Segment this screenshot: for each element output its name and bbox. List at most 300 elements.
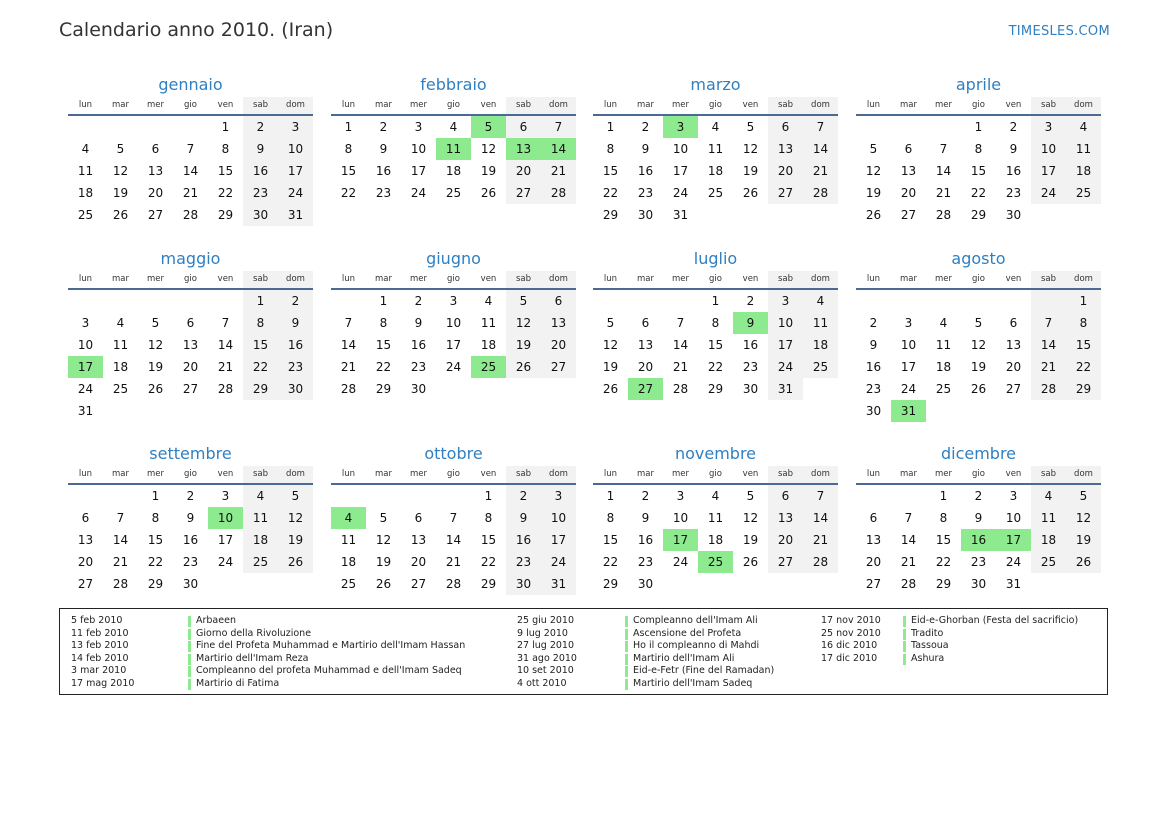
day-cell: 21 <box>935 186 952 200</box>
day-cell: 15 <box>217 164 234 178</box>
day-cell: 6 <box>768 116 803 138</box>
day-cell: 29 <box>217 208 234 222</box>
empty-cell <box>331 290 366 312</box>
legend-column <box>821 615 1169 665</box>
weekday-label: sab <box>506 271 541 288</box>
empty-cell <box>856 116 891 138</box>
month-name: aprile <box>955 75 1002 94</box>
day-cell: 5 <box>974 316 983 330</box>
day-cell: 31 <box>768 378 803 400</box>
day-cell: 26 <box>375 577 392 591</box>
empty-cell <box>1066 573 1101 595</box>
day-cell: 6 <box>186 316 195 330</box>
day-cell: 13 <box>410 533 427 547</box>
legend-date: 17 dic 2010 <box>821 652 878 664</box>
day-cell: 17 <box>900 360 917 374</box>
legend-holiday-name: Tradito <box>911 627 944 639</box>
day-cell: 20 <box>900 186 917 200</box>
legend-row <box>71 640 471 653</box>
day-cell: 29 <box>935 577 952 591</box>
empty-cell <box>663 573 698 595</box>
holiday-day-cell: 5 <box>471 116 506 138</box>
day-cell: 1 <box>939 489 948 503</box>
weekday-label: sab <box>243 466 278 483</box>
day-cell: 24 <box>77 382 94 396</box>
weekday-label: dom <box>803 271 838 288</box>
day-cell: 12 <box>147 338 164 352</box>
day-cell: 8 <box>939 511 948 525</box>
day-cell: 25 <box>1066 182 1101 204</box>
day-cell: 23 <box>742 360 759 374</box>
day-cell: 20 <box>1005 360 1022 374</box>
day-cell: 19 <box>970 360 987 374</box>
day-cell: 15 <box>707 338 724 352</box>
day-cell: 3 <box>414 120 423 134</box>
weekday-label: mer <box>409 469 427 479</box>
day-cell: 30 <box>742 382 759 396</box>
legend-date: 31 ago 2010 <box>517 652 577 664</box>
day-cell: 7 <box>803 485 838 507</box>
weekday-label: mar <box>375 100 392 110</box>
day-cell: 19 <box>480 164 497 178</box>
day-cell: 2 <box>869 316 878 330</box>
day-cell: 25 <box>445 186 462 200</box>
day-cell: 3 <box>221 489 230 503</box>
day-cell: 4 <box>1066 116 1101 138</box>
weekday-label: gio <box>972 100 985 110</box>
legend-holiday-name: Ho il compleanno di Mahdi <box>633 640 760 652</box>
day-cell: 31 <box>278 204 313 226</box>
weekday-label: sab <box>1031 271 1066 288</box>
day-cell: 28 <box>935 208 952 222</box>
holiday-color-marker <box>188 616 191 627</box>
day-cell: 14 <box>672 338 689 352</box>
day-cell: 2 <box>974 489 983 503</box>
legend-holiday-name: Martirio dell'Imam Sadeq <box>633 677 753 689</box>
day-cell: 10 <box>541 507 576 529</box>
empty-cell <box>856 290 891 312</box>
weekday-label: dom <box>1066 97 1101 114</box>
day-cell: 24 <box>900 382 917 396</box>
weekday-label: mer <box>934 274 952 284</box>
day-cell: 15 <box>340 164 357 178</box>
empty-cell <box>208 400 243 422</box>
day-cell: 31 <box>1005 577 1022 591</box>
legend-row <box>517 665 917 678</box>
day-cell: 4 <box>243 485 278 507</box>
day-cell: 3 <box>541 485 576 507</box>
weekday-label: lun <box>603 100 618 110</box>
day-cell: 29 <box>375 382 392 396</box>
weekday-label: lun <box>866 469 881 479</box>
day-cell: 13 <box>900 164 917 178</box>
weekday-header <box>856 466 1101 485</box>
day-cell: 1 <box>711 294 720 308</box>
day-cell: 19 <box>375 555 392 569</box>
empty-cell <box>891 290 926 312</box>
day-cell: 23 <box>182 555 199 569</box>
day-cell: 8 <box>484 511 493 525</box>
holiday-color-marker <box>625 641 628 652</box>
legend-date: 27 lug 2010 <box>517 640 574 652</box>
holiday-color-marker <box>625 679 628 690</box>
empty-cell <box>243 573 278 595</box>
empty-cell <box>401 485 436 507</box>
empty-cell <box>506 378 541 400</box>
day-cell: 24 <box>1005 555 1022 569</box>
empty-cell <box>803 378 838 400</box>
day-cell: 17 <box>672 164 689 178</box>
day-cell: 31 <box>541 573 576 595</box>
weekday-label: ven <box>1005 469 1022 479</box>
weekday-header <box>856 271 1101 290</box>
weekday-header <box>331 271 576 290</box>
day-cell: 18 <box>707 533 724 547</box>
day-cell: 16 <box>637 533 654 547</box>
month-name: settembre <box>149 444 232 463</box>
day-cell: 26 <box>742 186 759 200</box>
day-cell: 7 <box>186 142 195 156</box>
legend-holiday-name: Ashura <box>911 652 945 664</box>
day-cell: 19 <box>112 186 129 200</box>
day-cell: 20 <box>182 360 199 374</box>
day-cell: 7 <box>344 316 353 330</box>
day-cell: 6 <box>768 485 803 507</box>
day-cell: 26 <box>480 186 497 200</box>
empty-cell <box>628 290 663 312</box>
weekday-label: gio <box>184 274 197 284</box>
empty-cell <box>173 290 208 312</box>
day-cell: 23 <box>375 186 392 200</box>
days-grid <box>856 116 1101 226</box>
day-cell: 17 <box>768 334 803 356</box>
day-cell: 22 <box>243 356 278 378</box>
day-cell: 30 <box>637 208 654 222</box>
weekday-header <box>856 97 1101 116</box>
day-cell: 15 <box>602 164 619 178</box>
weekday-label: ven <box>217 100 234 110</box>
day-cell: 21 <box>445 555 462 569</box>
month-name: ottobre <box>424 444 483 463</box>
empty-cell <box>698 573 733 595</box>
day-cell: 24 <box>672 555 689 569</box>
day-cell: 6 <box>869 511 878 525</box>
day-cell: 18 <box>340 555 357 569</box>
weekday-label: gio <box>447 469 460 479</box>
day-cell: 7 <box>449 511 458 525</box>
weekday-header <box>68 466 313 485</box>
empty-cell <box>926 116 961 138</box>
day-cell: 18 <box>935 360 952 374</box>
day-cell: 3 <box>676 489 685 503</box>
empty-cell <box>208 573 243 595</box>
day-cell: 29 <box>480 577 497 591</box>
day-cell: 11 <box>935 338 952 352</box>
day-cell: 8 <box>344 142 353 156</box>
weekday-label: mer <box>409 100 427 110</box>
weekday-label: dom <box>278 466 313 483</box>
day-cell: 23 <box>865 382 882 396</box>
day-cell: 11 <box>480 316 497 330</box>
day-cell: 17 <box>1031 160 1066 182</box>
day-cell: 13 <box>147 164 164 178</box>
day-cell: 4 <box>711 489 720 503</box>
day-cell: 14 <box>1031 334 1066 356</box>
day-cell: 9 <box>506 507 541 529</box>
day-cell: 14 <box>182 164 199 178</box>
day-cell: 1 <box>243 290 278 312</box>
month-febbraio <box>331 73 576 204</box>
day-cell: 27 <box>147 208 164 222</box>
legend-row <box>821 640 1169 653</box>
day-cell: 30 <box>243 204 278 226</box>
holiday-day-cell: 4 <box>331 507 366 529</box>
day-cell: 8 <box>243 312 278 334</box>
day-cell: 30 <box>637 577 654 591</box>
day-cell: 9 <box>869 338 878 352</box>
weekday-label: gio <box>447 274 460 284</box>
day-cell: 19 <box>865 186 882 200</box>
day-cell: 25 <box>243 551 278 573</box>
day-cell: 26 <box>147 382 164 396</box>
day-cell: 30 <box>278 378 313 400</box>
holiday-legend <box>59 608 1108 695</box>
day-cell: 11 <box>1031 507 1066 529</box>
weekday-label: dom <box>1066 271 1101 288</box>
day-cell: 5 <box>151 316 160 330</box>
day-cell: 1 <box>606 120 615 134</box>
legend-holiday-name: Eid-e-Ghorban (Festa del sacrificio) <box>911 615 1079 626</box>
site-link[interactable]: TIMESLES.COM <box>1008 24 1110 39</box>
weekday-label: ven <box>217 274 234 284</box>
day-cell: 2 <box>641 120 650 134</box>
empty-cell <box>891 116 926 138</box>
day-cell: 18 <box>707 164 724 178</box>
weekday-label: ven <box>742 274 759 284</box>
day-cell: 7 <box>221 316 230 330</box>
weekday-label: sab <box>1031 97 1066 114</box>
day-cell: 30 <box>970 577 987 591</box>
month-maggio <box>68 247 313 422</box>
month-name: maggio <box>160 249 221 268</box>
day-cell: 14 <box>803 138 838 160</box>
empty-cell <box>961 400 996 422</box>
day-cell: 27 <box>182 382 199 396</box>
empty-cell <box>1031 204 1066 226</box>
day-cell: 18 <box>480 338 497 352</box>
weekday-label: mar <box>375 274 392 284</box>
day-cell: 29 <box>243 378 278 400</box>
empty-cell <box>733 573 768 595</box>
day-cell: 6 <box>641 316 650 330</box>
legend-holiday-name: Eid-e-Fetr (Fine del Ramadan) <box>633 665 775 677</box>
day-cell: 7 <box>116 511 125 525</box>
month-marzo <box>593 73 838 226</box>
day-cell: 3 <box>1031 116 1066 138</box>
legend-holiday-name: Giorno della Rivoluzione <box>196 627 312 639</box>
legend-date: 5 feb 2010 <box>71 615 123 626</box>
legend-date: 11 feb 2010 <box>71 627 129 639</box>
day-cell: 19 <box>278 529 313 551</box>
day-cell: 5 <box>1066 485 1101 507</box>
weekday-label: mar <box>112 100 129 110</box>
weekday-label: ven <box>742 469 759 479</box>
day-cell: 26 <box>970 382 987 396</box>
day-cell: 24 <box>217 555 234 569</box>
day-cell: 28 <box>672 382 689 396</box>
day-cell: 2 <box>1009 120 1018 134</box>
day-cell: 13 <box>637 338 654 352</box>
weekday-label: dom <box>1066 466 1101 483</box>
legend-date: 9 lug 2010 <box>517 627 568 639</box>
day-cell: 21 <box>112 555 129 569</box>
day-cell: 19 <box>602 360 619 374</box>
legend-date: 17 mag 2010 <box>71 677 135 689</box>
day-cell: 14 <box>935 164 952 178</box>
day-cell: 24 <box>1031 182 1066 204</box>
holiday-color-marker <box>903 654 906 665</box>
day-cell: 6 <box>414 511 423 525</box>
day-cell: 14 <box>900 533 917 547</box>
day-cell: 29 <box>147 577 164 591</box>
weekday-label: sab <box>1031 466 1066 483</box>
weekday-label: mer <box>671 100 689 110</box>
day-cell: 21 <box>672 360 689 374</box>
day-cell: 18 <box>1031 529 1066 551</box>
day-cell: 1 <box>606 489 615 503</box>
holiday-day-cell: 27 <box>628 378 663 400</box>
day-cell: 28 <box>900 577 917 591</box>
day-cell: 20 <box>506 160 541 182</box>
day-cell: 23 <box>1005 186 1022 200</box>
day-cell: 2 <box>243 116 278 138</box>
day-cell: 12 <box>602 338 619 352</box>
legend-date: 4 ott 2010 <box>517 677 567 689</box>
day-cell: 28 <box>1031 378 1066 400</box>
day-cell: 9 <box>641 511 650 525</box>
day-cell: 26 <box>278 551 313 573</box>
month-ottobre <box>331 442 576 595</box>
day-cell: 1 <box>974 120 983 134</box>
holiday-day-cell: 17 <box>996 529 1031 551</box>
weekday-label: sab <box>768 466 803 483</box>
weekday-label: sab <box>243 271 278 288</box>
holiday-day-cell: 3 <box>663 116 698 138</box>
legend-date: 13 feb 2010 <box>71 640 129 652</box>
day-cell: 26 <box>506 356 541 378</box>
days-grid <box>856 485 1101 595</box>
weekday-label: dom <box>803 97 838 114</box>
day-cell: 21 <box>541 160 576 182</box>
day-cell: 16 <box>375 164 392 178</box>
day-cell: 15 <box>970 164 987 178</box>
day-cell: 3 <box>449 294 458 308</box>
month-luglio <box>593 247 838 400</box>
weekday-label: dom <box>541 271 576 288</box>
day-cell: 5 <box>506 290 541 312</box>
empty-cell <box>68 116 103 138</box>
empty-cell <box>103 290 138 312</box>
day-cell: 26 <box>742 555 759 569</box>
day-cell: 10 <box>445 316 462 330</box>
day-cell: 12 <box>742 511 759 525</box>
holiday-color-marker <box>625 616 628 627</box>
days-grid <box>68 116 313 226</box>
day-cell: 16 <box>865 360 882 374</box>
day-cell: 10 <box>278 138 313 160</box>
day-cell: 23 <box>637 186 654 200</box>
weekday-label: sab <box>506 97 541 114</box>
weekday-label: gio <box>709 100 722 110</box>
month-name: luglio <box>693 249 738 268</box>
day-cell: 22 <box>602 555 619 569</box>
month-name: dicembre <box>940 444 1017 463</box>
day-cell: 11 <box>77 164 94 178</box>
day-cell: 21 <box>803 529 838 551</box>
legend-row <box>71 653 471 666</box>
legend-date: 17 nov 2010 <box>821 615 881 626</box>
weekday-label: ven <box>480 100 497 110</box>
empty-cell <box>541 378 576 400</box>
day-cell: 5 <box>379 511 388 525</box>
day-cell: 23 <box>410 360 427 374</box>
weekday-label: mar <box>637 469 654 479</box>
empty-cell <box>733 204 768 226</box>
legend-date: 25 giu 2010 <box>517 615 574 626</box>
page-title: Calendario anno 2010. (Iran) <box>59 19 334 41</box>
day-cell: 15 <box>243 334 278 356</box>
legend-date: 25 nov 2010 <box>821 627 881 639</box>
day-cell: 23 <box>278 356 313 378</box>
weekday-header <box>593 466 838 485</box>
day-cell: 24 <box>445 360 462 374</box>
empty-cell <box>138 116 173 138</box>
day-cell: 17 <box>278 160 313 182</box>
weekday-label: gio <box>184 100 197 110</box>
empty-cell <box>103 116 138 138</box>
weekday-label: lun <box>341 469 356 479</box>
weekday-label: gio <box>709 469 722 479</box>
day-cell: 19 <box>147 360 164 374</box>
day-cell: 9 <box>414 316 423 330</box>
day-cell: 12 <box>865 164 882 178</box>
empty-cell <box>663 290 698 312</box>
day-cell: 21 <box>803 160 838 182</box>
holiday-day-cell: 17 <box>663 529 698 551</box>
day-cell: 1 <box>484 489 493 503</box>
day-cell: 11 <box>243 507 278 529</box>
weekday-label: gio <box>447 100 460 110</box>
legend-holiday-name: Fine del Profeta Muhammad e Martirio dell'Imam Hassan <box>196 640 466 652</box>
weekday-label: sab <box>243 97 278 114</box>
holiday-day-cell: 9 <box>733 312 768 334</box>
day-cell: 13 <box>541 312 576 334</box>
day-cell: 7 <box>939 142 948 156</box>
days-grid <box>593 116 838 226</box>
weekday-label: lun <box>866 274 881 284</box>
legend-holiday-name: Arbaeen <box>196 615 236 626</box>
day-cell: 16 <box>410 338 427 352</box>
day-cell: 22 <box>1066 356 1101 378</box>
day-cell: 17 <box>541 529 576 551</box>
day-cell: 5 <box>746 489 755 503</box>
empty-cell <box>996 400 1031 422</box>
legend-holiday-name: Martirio di Fatima <box>196 677 280 689</box>
day-cell: 8 <box>606 142 615 156</box>
day-cell: 14 <box>217 338 234 352</box>
day-cell: 20 <box>541 334 576 356</box>
month-name: febbraio <box>420 75 487 94</box>
